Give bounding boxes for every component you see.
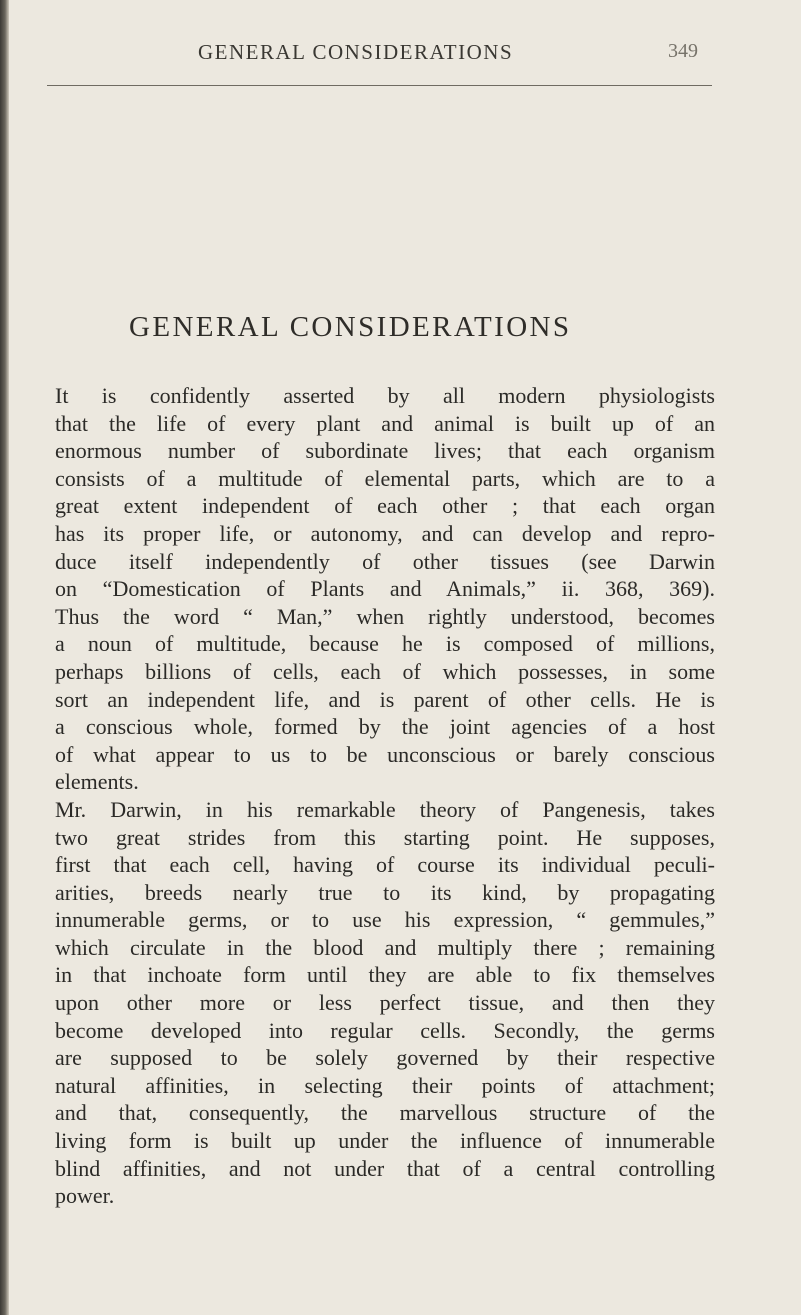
text-line: sort an independent life, and is parent of other cells. He is	[55, 686, 715, 712]
text-line: on “Domestication of Plants and Animals,” ii. 368, 369).	[55, 576, 715, 602]
text-line: which circulate in the blood and multiply there ; remaining	[55, 934, 715, 960]
text-line: blind affinities, and not under that of a central controlling	[55, 1155, 715, 1181]
text-line: and that, consequently, the marvellous structure of the	[55, 1100, 715, 1126]
text-line: innumerable germs, or to use his expression, “ gemmules,”	[55, 907, 715, 933]
book-spine-shadow	[0, 0, 9, 1315]
text-line: elements.	[55, 769, 139, 795]
text-line: It is confidently asserted by all modern physiologists	[55, 383, 715, 408]
text-line: two great strides from this starting point. He supposes,	[55, 824, 715, 850]
paragraph-1	[55, 382, 715, 796]
text-line: of what appear to us to be unconscious or barely conscious	[55, 741, 715, 767]
chapter-heading: GENERAL CONSIDERATIONS	[129, 311, 572, 343]
text-line: perhaps billions of cells, each of which possesses, in some	[55, 658, 715, 684]
text-line: are supposed to be solely governed by their respective	[55, 1045, 715, 1071]
text-line: Mr. Darwin, in his remarkable theory of Pangenesis, takes	[55, 796, 715, 822]
text-line: natural affinities, in selecting their points of attachment;	[55, 1072, 715, 1098]
text-line: Thus the word “ Man,” when rightly understood, becomes	[55, 603, 715, 629]
text-line: arities, breeds nearly true to its kind, by propagating	[55, 879, 715, 905]
body-text	[55, 382, 715, 1210]
text-line: first that each cell, having of course its individual peculi-	[55, 852, 715, 878]
running-head-title: GENERAL CONSIDERATIONS	[198, 40, 514, 64]
text-line: great extent independent of each other ; that each organ	[55, 493, 715, 519]
text-line: become developed into regular cells. Secondly, the germs	[55, 1017, 715, 1043]
text-line: that the life of every plant and animal is built up of an	[55, 410, 715, 436]
text-line: living form is built up under the influence of innumerable	[55, 1128, 715, 1154]
text-line: power.	[55, 1183, 115, 1209]
text-line: duce itself independently of other tissues (see Darwin	[55, 548, 715, 574]
header-rule	[47, 85, 712, 86]
text-line: a noun of multitude, because he is composed of millions,	[55, 631, 715, 657]
text-line: a conscious whole, formed by the joint agencies of a host	[55, 714, 715, 740]
paragraph-2	[55, 796, 715, 1210]
text-line: enormous number of subordinate lives; that each organism	[55, 438, 715, 464]
page-number: 349	[668, 40, 698, 62]
running-head	[0, 40, 801, 64]
text-line: consists of a multitude of elemental parts, which are to a	[55, 465, 715, 491]
text-line: upon other more or less perfect tissue, and then they	[55, 990, 715, 1016]
text-line: in that inchoate form until they are able to fix themselves	[55, 962, 715, 988]
text-line: has its proper life, or autonomy, and can develop and repro-	[55, 520, 715, 546]
